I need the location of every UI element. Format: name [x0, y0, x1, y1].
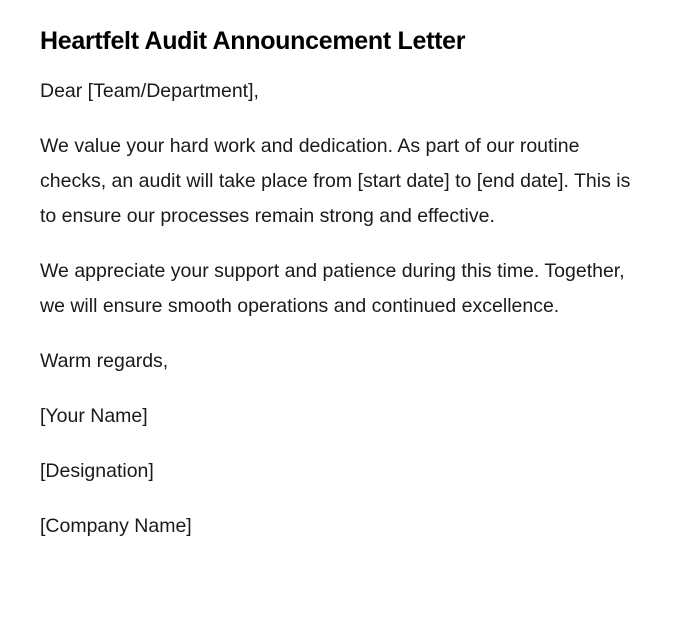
signature-company: [Company Name] — [40, 515, 192, 537]
body-paragraph: We value your hard work and dedication. As part of our routine checks, an audit will take place from [start date] to [end date]. This is to ensure our processes remain strong and effective. — [40, 135, 631, 227]
salutation: Dear [Team/Department], — [40, 80, 259, 102]
signature-name: [Your Name] — [40, 405, 148, 427]
closing: Warm regards, — [40, 350, 169, 372]
letter-title: Heartfelt Audit Announcement Letter — [40, 27, 466, 55]
body-paragraph: We appreciate your support and patience during this time. Together, we will ensure smooth operations and continued excellence. — [40, 260, 625, 317]
signature-designation: [Designation] — [40, 460, 154, 482]
